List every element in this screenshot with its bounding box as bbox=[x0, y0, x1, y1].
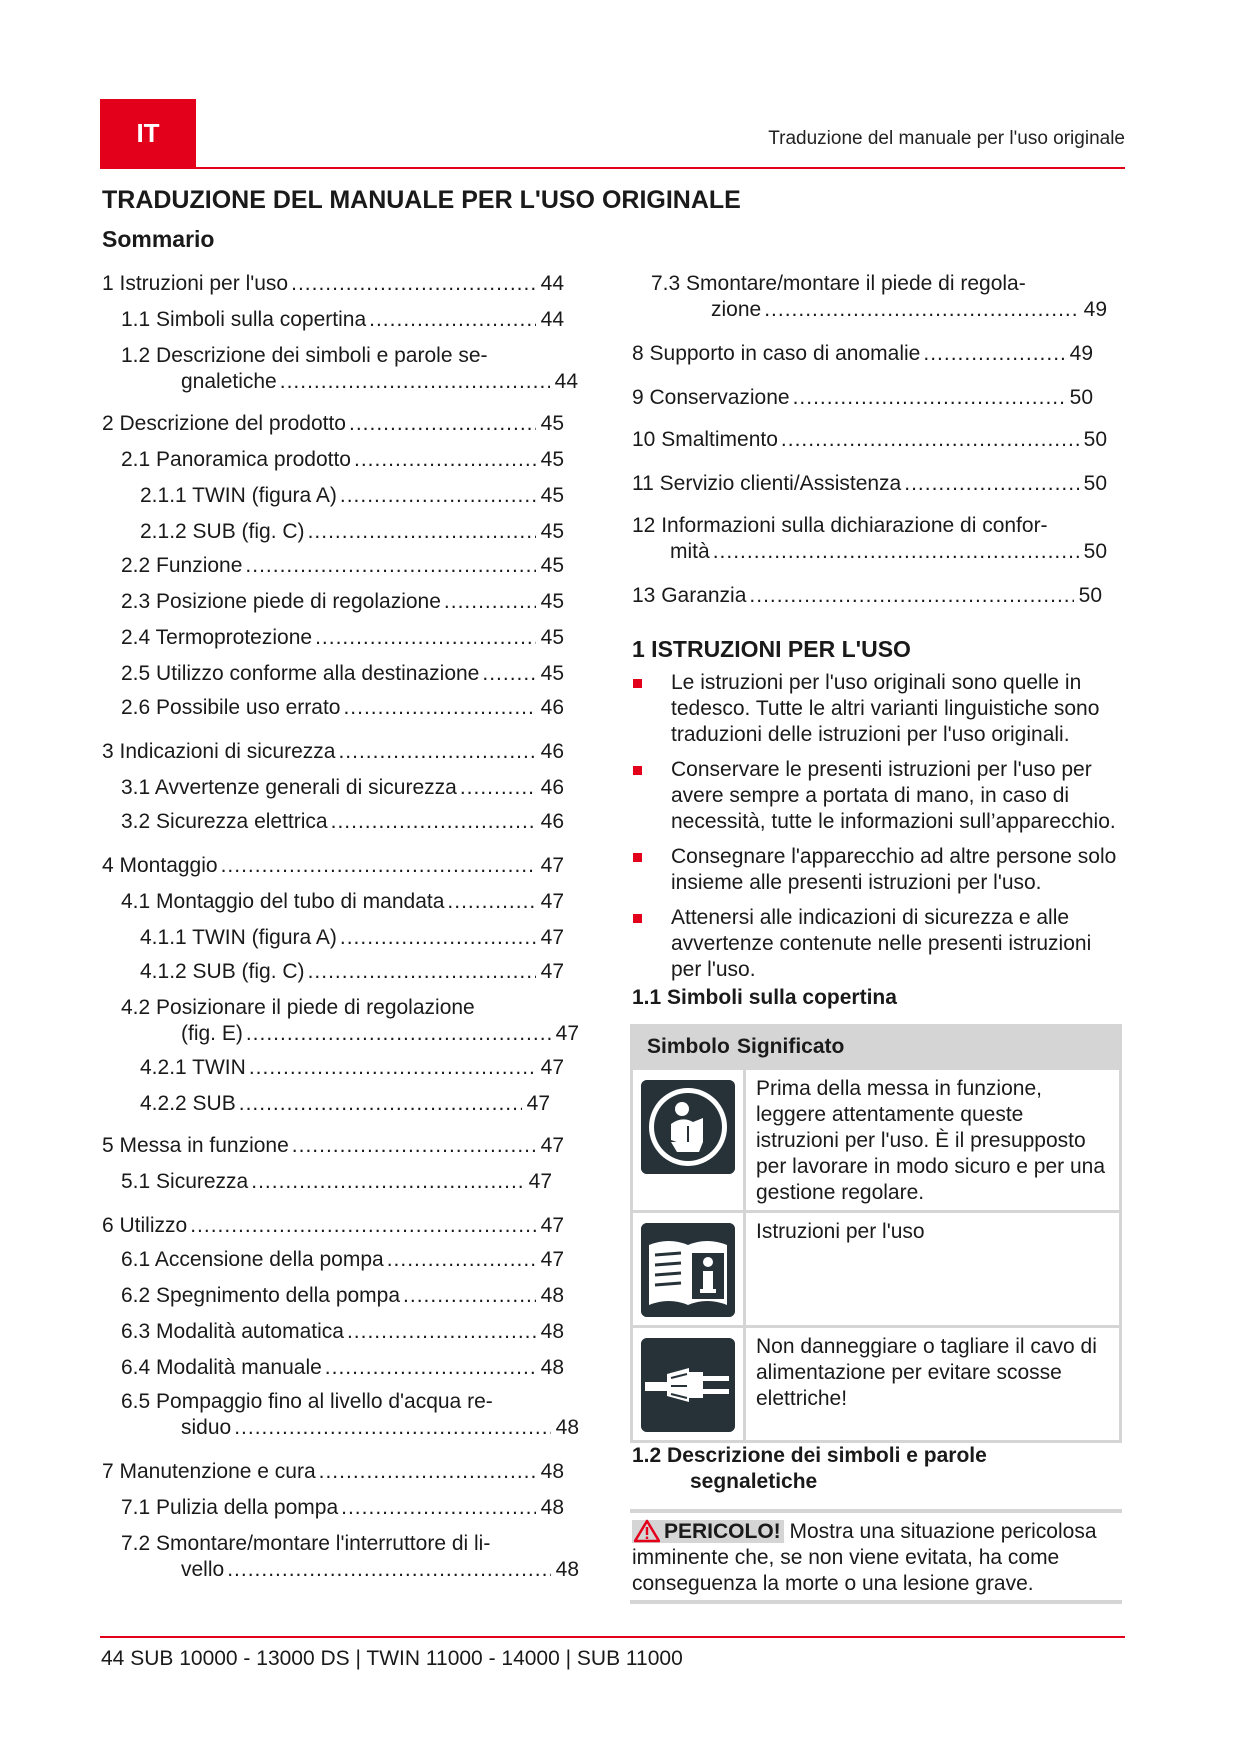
bullet-item: Le istruzioni per l'uso originali sono quelle in tedesco. Tutte le altri varianti linguistiche sono traduzioni delle istruzioni per l'uso originali. bbox=[632, 670, 1122, 748]
footer-text: 44 SUB 10000 - 13000 DS | TWIN 11000 - 14000 | SUB 11000 bbox=[101, 1647, 683, 1670]
bullet-item: Attenersi alle indicazioni di sicurezza e alle avvertenze contenute nelle presenti istruzioni per l'uso. bbox=[632, 905, 1122, 983]
toc-entry[interactable]: 2.1.2 SUB (fig. C) ..... 45 bbox=[140, 519, 564, 545]
bullet-square-icon bbox=[633, 914, 642, 923]
toc-entry[interactable]: 6.1 Accensione della pompa ..... 47 bbox=[121, 1247, 564, 1273]
toc-entry[interactable]: 2.1.1 TWIN (figura A) ..... 45 bbox=[140, 483, 564, 509]
toc-entry[interactable]: 1.1 Simboli sulla copertina ..... 44 bbox=[121, 307, 564, 333]
toc-entry[interactable]: 6.5 Pompaggio fino al livello d'acqua re- siduo ..... 48 bbox=[121, 1389, 579, 1441]
toc-entry[interactable]: 11 Servizio clienti/Assistenza ..... 50 bbox=[632, 471, 1107, 497]
toc-entry[interactable]: 2.5 Utilizzo conforme alla destinazione ..... 45 bbox=[121, 661, 564, 687]
toc-entry[interactable]: 6 Utilizzo ..... 47 bbox=[102, 1213, 564, 1239]
toc-entry[interactable]: 8 Supporto in caso di anomalie ..... 49 bbox=[632, 341, 1093, 367]
divider bbox=[630, 1600, 1122, 1604]
header-rule bbox=[100, 167, 1125, 169]
toc-entry[interactable]: 13 Garanzia ..... 50 bbox=[632, 583, 1102, 609]
toc-entry[interactable]: 4.2 Posizionare il piede di regolazione (fig. E) ..... 47 bbox=[121, 995, 579, 1047]
info-manual-icon bbox=[641, 1223, 735, 1317]
symbol-meaning: Prima della messa in funzione, leggere attentamente queste istruzioni per l'uso. È il presupposto per lavorare in modo sicuro e per una gestione regolare. bbox=[756, 1077, 1106, 1204]
bullet-square-icon bbox=[633, 679, 642, 688]
bullet-item: Consegnare l'apparecchio ad altre persone solo insieme alle presenti istruzioni per l'uso. bbox=[632, 844, 1122, 896]
toc-entry[interactable]: 3 Indicazioni di sicurezza ..... 46 bbox=[102, 739, 564, 765]
toc-entry[interactable]: 1.2 Descrizione dei simboli e parole se- gnaletiche ..... 44 bbox=[121, 343, 578, 395]
column-header-symbol: Simbolo bbox=[647, 1035, 730, 1058]
symbol-cell bbox=[633, 1213, 746, 1325]
divider bbox=[630, 1509, 1122, 1513]
toc-entry[interactable]: 6.3 Modalità automatica ..... 48 bbox=[121, 1319, 564, 1345]
warning-triangle-icon bbox=[634, 1519, 660, 1543]
subsection-heading: 1.2 Descrizione dei simboli e parole segnaletiche bbox=[632, 1444, 987, 1493]
toc-entry[interactable]: 4.1 Montaggio del tubo di mandata ..... 47 bbox=[121, 889, 564, 915]
cable-damage-icon bbox=[641, 1338, 735, 1432]
symbol-cell bbox=[633, 1070, 746, 1210]
bullet-square-icon bbox=[633, 853, 642, 862]
section-heading: 1 ISTRUZIONI PER L'USO bbox=[632, 636, 911, 662]
toc-entry[interactable]: 7.1 Pulizia della pompa ..... 48 bbox=[121, 1495, 564, 1521]
toc-entry[interactable]: 2 Descrizione del prodotto ..... 45 bbox=[102, 411, 564, 437]
toc-entry[interactable]: 1 Istruzioni per l'uso ..... 44 bbox=[102, 271, 564, 297]
symbol-table bbox=[630, 1024, 1122, 1443]
toc-entry[interactable]: 4.1.1 TWIN (figura A) ..... 47 bbox=[140, 925, 564, 951]
header-title: Traduzione del manuale per l'uso originale bbox=[768, 128, 1125, 149]
table-row bbox=[633, 1210, 1119, 1325]
toc-heading: Sommario bbox=[102, 226, 215, 252]
toc-entry[interactable]: 4 Montaggio ..... 47 bbox=[102, 853, 564, 879]
read-manual-icon bbox=[641, 1080, 735, 1174]
bullet-square-icon bbox=[633, 766, 642, 775]
toc-entry[interactable]: 9 Conservazione ..... 50 bbox=[632, 385, 1093, 411]
toc-entry[interactable]: 4.2.2 SUB ..... 47 bbox=[140, 1091, 550, 1117]
symbol-table-header bbox=[633, 1027, 1119, 1067]
toc-entry[interactable]: 7.3 Smontare/montare il piede di regola- zione ..... 49 bbox=[651, 271, 1107, 323]
toc-entry[interactable]: 4.1.2 SUB (fig. C) ..... 47 bbox=[140, 959, 564, 985]
language-badge: IT bbox=[100, 99, 196, 167]
danger-label: PERICOLO! bbox=[632, 1520, 784, 1543]
symbol-cell bbox=[633, 1328, 746, 1440]
toc-entry[interactable]: 7 Manutenzione e cura ..... 48 bbox=[102, 1459, 564, 1485]
danger-description: Mostra una situazione pericolosa imminente che, se non viene evitata, ha come conseguenza la morte o una lesione grave. bbox=[632, 1520, 1097, 1595]
toc-entry[interactable]: 6.2 Spegnimento della pompa ..... 48 bbox=[121, 1283, 564, 1309]
toc-entry[interactable]: 2.3 Posizione piede di regolazione ..... 45 bbox=[121, 589, 564, 615]
toc-entry[interactable]: 5 Messa in funzione ..... 47 bbox=[102, 1133, 564, 1159]
symbol-meaning: Istruzioni per l'uso bbox=[756, 1220, 925, 1243]
toc-entry[interactable]: 10 Smaltimento ..... 50 bbox=[632, 427, 1107, 453]
toc-entry[interactable]: 2.6 Possibile uso errato ..... 46 bbox=[121, 695, 564, 721]
toc-entry[interactable]: 4.2.1 TWIN ..... 47 bbox=[140, 1055, 564, 1081]
toc-entry[interactable]: 2.1 Panoramica prodotto ..... 45 bbox=[121, 447, 564, 473]
table-row bbox=[633, 1067, 1119, 1210]
toc-entry[interactable]: 6.4 Modalità manuale ..... 48 bbox=[121, 1355, 564, 1381]
column-header-meaning: Significato bbox=[737, 1035, 845, 1058]
toc-entry[interactable]: 3.2 Sicurezza elettrica ..... 46 bbox=[121, 809, 564, 835]
subsection-heading: 1.1 Simboli sulla copertina bbox=[632, 986, 897, 1009]
toc-entry[interactable]: 5.1 Sicurezza ..... 47 bbox=[121, 1169, 552, 1195]
table-row bbox=[633, 1325, 1119, 1440]
bullet-item: Conservare le presenti istruzioni per l'uso per avere sempre a portata di mano, in caso di necessità, tutte le informazioni sull’apparecchio. bbox=[632, 757, 1122, 835]
instruction-bullet-list bbox=[632, 670, 1122, 992]
toc-entry[interactable]: 2.4 Termoprotezione ..... 45 bbox=[121, 625, 564, 651]
symbol-meaning: Non danneggiare o tagliare il cavo di alimentazione per evitare scosse elettriche! bbox=[756, 1335, 1097, 1410]
toc-entry[interactable]: 12 Informazioni sulla dichiarazione di confor- mità ..... 50 bbox=[632, 513, 1107, 565]
toc-entry[interactable]: 7.2 Smontare/montare l'interruttore di li- vello ..... 48 bbox=[121, 1531, 579, 1583]
toc-entry[interactable]: 3.1 Avvertenze generali di sicurezza ..... 46 bbox=[121, 775, 564, 801]
document-title: TRADUZIONE DEL MANUALE PER L'USO ORIGINALE bbox=[102, 186, 741, 214]
toc-entry[interactable]: 2.2 Funzione ..... 45 bbox=[121, 553, 564, 579]
footer-rule bbox=[100, 1636, 1125, 1638]
danger-notice bbox=[632, 1519, 1122, 1597]
